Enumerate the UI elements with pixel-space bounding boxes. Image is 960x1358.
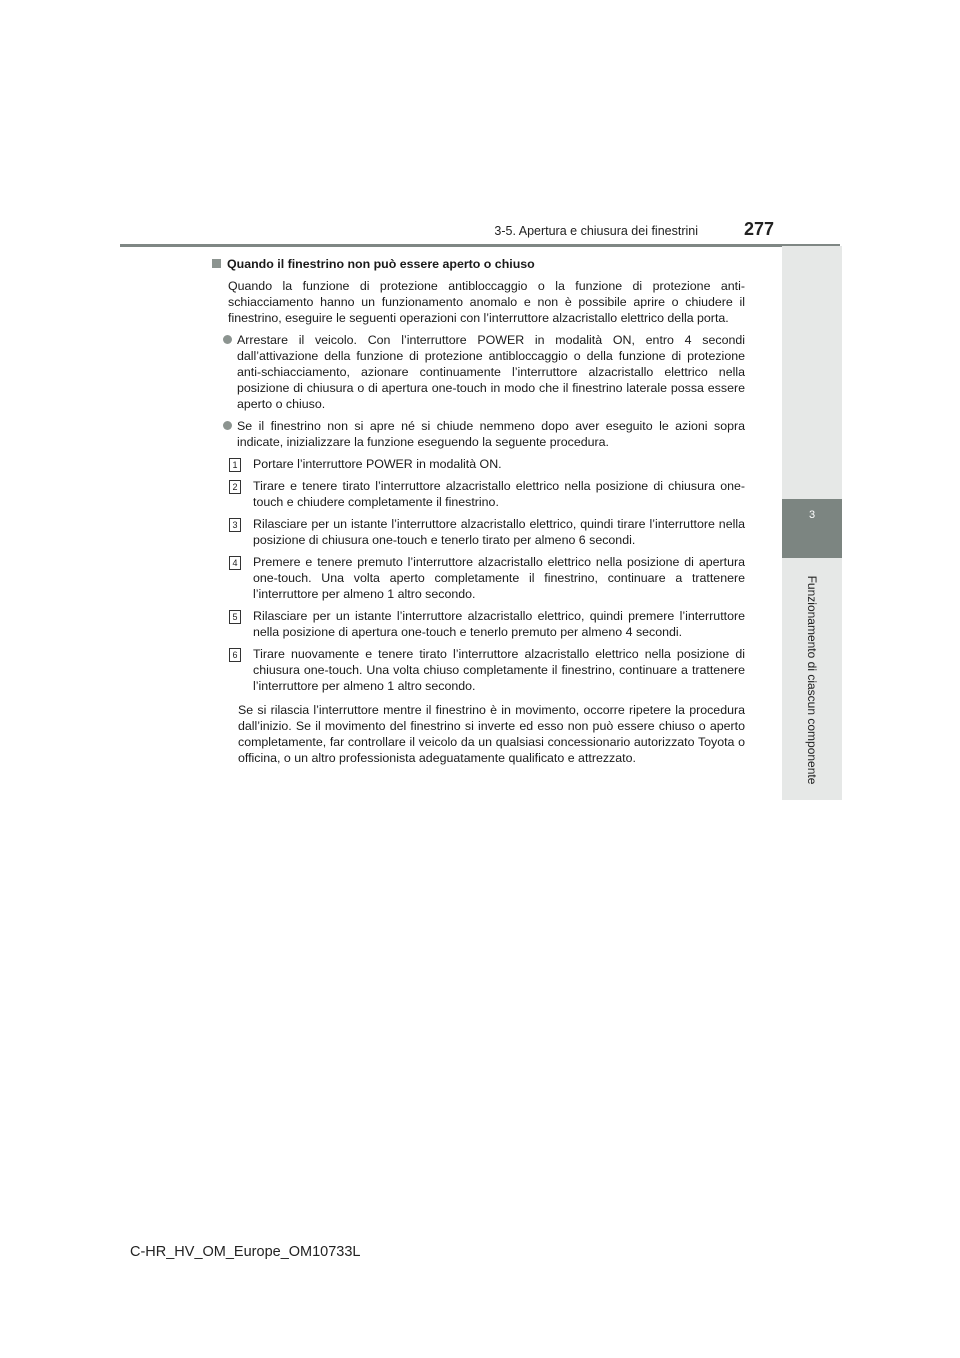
square-bullet-icon xyxy=(212,259,221,268)
chapter-side-label: Funzionamento di ciascun componente xyxy=(805,575,819,785)
round-bullet-icon xyxy=(223,335,232,344)
step-number-badge: 2 xyxy=(229,480,241,494)
step-item xyxy=(229,478,745,510)
header-rule xyxy=(120,244,840,247)
intro-paragraph: Quando la funzione di protezione antibloccaggio o la funzione di protezione anti-schiacciamento hanno un funzionamento anomalo e non è possibile aprire o chiudere il finestrino, eseguire le seguenti operazioni con l’interruttore alzacristallo elettrico della porta. xyxy=(228,279,745,325)
step-item xyxy=(229,516,745,548)
step-number-badge: 4 xyxy=(229,556,241,570)
bullet-item xyxy=(223,418,745,450)
step-item xyxy=(229,608,745,640)
step-number-badge: 3 xyxy=(229,518,241,532)
header-title: 3-5. Apertura e chiusura dei finestrini xyxy=(494,224,698,238)
page-number: 277 xyxy=(744,219,775,239)
step-text: Premere e tenere premuto l’interruttore alzacristallo elettrico nella posizione di apertura one-touch. Una volta aperto completamente il finestrino, continuare a trattenere l’interruttore per almeno 1 altro secondo. xyxy=(253,555,745,601)
section-heading xyxy=(212,256,745,272)
section-heading-text: Quando il finestrino non può essere aperto o chiuso xyxy=(227,257,535,271)
step-number-badge: 6 xyxy=(229,648,241,662)
chapter-tab xyxy=(782,499,842,558)
round-bullet-icon xyxy=(223,421,232,430)
step-text: Rilasciare per un istante l’interruttore alzacristallo elettrico, quindi premere l’interruttore nella posizione di apertura one-touch e tenerlo premuto per almeno 4 secondi. xyxy=(253,609,745,639)
step-text: Rilasciare per un istante l’interruttore alzacristallo elettrico, quindi tirare l’interruttore nella posizione di chiusura one-touch e tenerlo tirato per almeno 6 secondi. xyxy=(253,517,745,547)
footer-document-code: C-HR_HV_OM_Europe_OM10733L xyxy=(130,1244,361,1260)
step-item xyxy=(229,554,745,602)
bullet-text: Arrestare il veicolo. Con l’interruttore POWER in modalità ON, entro 4 secondi dall’attivazione della funzione di protezione antibloccaggio o della funzione di protezione anti-schiacciamento, azionare continuamente l’interruttore alzacristallo elettrico nella posizione di chiusura o di apertura one-touch in modo che il finestrino laterale possa essere aperto o chiuso. xyxy=(237,333,745,411)
note-paragraph: Se si rilascia l’interruttore mentre il finestrino è in movimento, occorre ripetere la procedura dall’inizio. Se il movimento del finestrino si inverte ed esso non può essere chiuso o aperto completamente, far controllare il veicolo da un qualsiasi concessionario autorizzato Toyota o officina, o un altro professionista adeguatamente qualificato e attrezzato. xyxy=(238,703,745,765)
step-item xyxy=(229,646,745,694)
step-text: Tirare e tenere tirato l’interruttore alzacristallo elettrico nella posizione di chiusura one-touch e chiudere completamente il finestrino. xyxy=(253,479,745,509)
step-text: Portare l’interruttore POWER in modalità ON. xyxy=(253,457,502,471)
chapter-tab-number: 3 xyxy=(808,509,816,521)
bullet-item xyxy=(223,332,745,412)
bullet-text: Se il finestrino non si apre né si chiude nemmeno dopo aver eseguito le azioni sopra indicate, inizializzare la funzione eseguendo la seguente procedura. xyxy=(237,419,745,449)
step-text: Tirare nuovamente e tenere tirato l’interruttore alzacristallo elettrico nella posizione di chiusura one-touch. Una volta chiuso completamente il finestrino, continuare a trattenere l’interruttore per almeno 1 altro secondo. xyxy=(253,647,745,693)
step-item xyxy=(229,456,745,472)
step-number-badge: 5 xyxy=(229,610,241,624)
main-content xyxy=(212,256,745,766)
step-number-badge: 1 xyxy=(229,458,241,472)
